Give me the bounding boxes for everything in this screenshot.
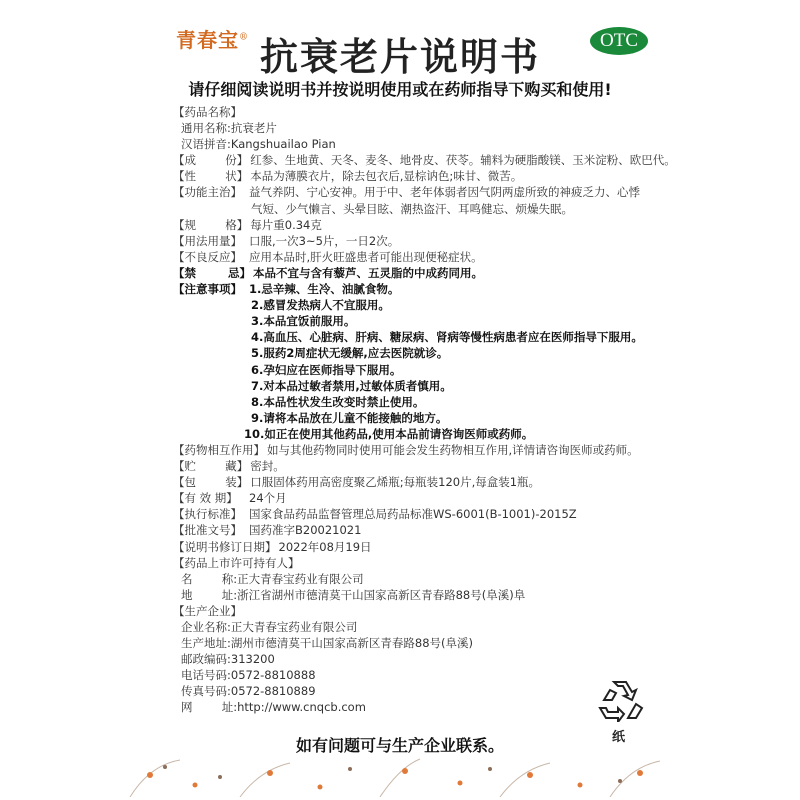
row-label: 【执行标准】 [173, 507, 242, 522]
holder-name: 名 称:正大青春宝药业有限公司 [181, 571, 364, 586]
phone: 电话号码:0572-8810888 [181, 668, 316, 683]
page-title: 抗衰老片说明书 [259, 35, 540, 79]
indications-row [173, 184, 713, 200]
row-value: 本品为薄膜衣片，除去包衣后,显棕讷色;味甘、微苦。 [250, 169, 523, 184]
precaution-item: 3.本品宜饭前服用。 [251, 314, 356, 329]
row-value: 口服固体药用高密度聚乙烯瓶;每瓶装120片,每盒装1瓶。 [250, 475, 541, 490]
storage-row [173, 458, 713, 474]
row-label: 【功能主治】 [173, 185, 242, 200]
appearance-row [173, 168, 713, 184]
otc-badge: OTC [590, 27, 648, 55]
row-label: 【注意事项】 [173, 282, 242, 297]
row-label: 【批准文号】 [173, 523, 242, 538]
row-label: 【有 效 期】 [173, 491, 238, 506]
precaution-item: 8.本品性状发生改变时禁止使用。 [251, 394, 425, 409]
precaution-item: 10.如正在使用其他药品,使用本品前请咨询医师或药师。 [244, 426, 534, 441]
interaction-row [173, 442, 713, 458]
holder-header: 【药品上市许可持有人】 [173, 555, 300, 570]
maker-name: 企业名称:正大青春宝药业有限公司 [181, 620, 358, 634]
precaution-item: 6.孕妇应在医师指导下服用。 [251, 362, 402, 377]
package-row [173, 474, 713, 490]
row-label: 【药物相互作用】 [173, 442, 265, 457]
approval-row [173, 522, 713, 538]
row-value: 2022年08月19日 [278, 539, 372, 554]
row-value: 24个月 [249, 491, 287, 506]
precautions-row [173, 281, 713, 297]
row-label: 【规 格】 [173, 217, 249, 232]
row-value: 红参、生地黄、天冬、麦冬、地骨皮、茯苓。辅料为硬脂酸镁、玉米淀粉、欧巴代。 [250, 153, 676, 168]
holder-address: 地 址:浙江省湖州市德清莫干山国家高新区青春路88号(阜溪)阜 [181, 587, 526, 602]
standard-row [173, 506, 713, 522]
row-label: 【包 装】 [173, 475, 249, 490]
row-value: 应用本品时,肝火旺盛患者可能出现便秘症状。 [249, 249, 483, 264]
fax: 传真号码:0572-8810889 [181, 684, 316, 699]
indications-continued: 气短、少气懒言、头晕目眩、潮热盗汗、耳鸣健忘、烦燥失眠。 [251, 201, 573, 216]
row-value: 益气养阴、宁心安神。用于中、老年体弱者因气阴两虚所致的神疲乏力、心悸 [249, 185, 640, 200]
contact-footer: 如有问题可与生产企业联系。 [295, 736, 504, 755]
ingredients-row [173, 152, 713, 168]
dosage-row [173, 233, 713, 249]
registered-mark: ® [239, 32, 249, 43]
instruction-subtitle: 请仔细阅读说明书并按说明使用或在药师指导下购买和使用! [188, 80, 612, 99]
row-value: 国家食品药品监督管理总局药品标准WS-6001(B-1001)-2015Z [249, 507, 577, 522]
row-value: 口服,一次3~5片，一日2次。 [249, 233, 400, 248]
recycle-icon [596, 678, 644, 722]
pinyin-name: 汉语拼音:Kangshuailao Pian [181, 137, 336, 152]
expiry-row [173, 490, 713, 506]
spec-row [173, 217, 713, 233]
row-label: 【贮 藏】 [173, 459, 249, 474]
row-label: 【成 份】 [173, 153, 249, 168]
section-name-header: 【药品名称】 [173, 105, 242, 119]
row-label: 【不良反应】 [173, 249, 242, 264]
row-value: 本品不宜与含有藜芦、五灵脂的中成药同用。 [253, 265, 484, 280]
precaution-item: 2.感冒发热病人不宜服用。 [251, 298, 390, 313]
floral-decoration [120, 755, 680, 797]
maker-header: 【生产企业】 [173, 603, 242, 618]
paper-recycle-label: 纸 [612, 730, 626, 745]
precaution-item: 9.请将本品放在儿童不能接触的地方。 [251, 410, 448, 425]
row-value: 密封。 [250, 459, 285, 474]
revision-row [173, 539, 713, 555]
row-label: 【说明书修订日期】 [173, 539, 277, 554]
precaution-item: 4.高血压、心脏病、肝病、糖尿病、肾病等慢性病患者应在医师指导下服用。 [251, 330, 643, 345]
row-value: 国药准字B20021021 [249, 523, 362, 538]
postcode: 邮政编码:313200 [181, 652, 275, 667]
leaflet-body [173, 104, 713, 716]
website-link[interactable]: 网 址:http://www.cnqcb.com [181, 700, 366, 715]
precaution-item: 1.忌辛辣、生冷、油腻食物。 [249, 282, 400, 297]
row-label: 【性 状】 [173, 169, 249, 184]
contraindication-row [173, 265, 713, 281]
row-label: 【用法用量】 [173, 233, 242, 248]
precaution-item: 7.对本品过敏者禁用,过敏体质者慎用。 [251, 378, 452, 393]
maker-address: 生产地址:湖州市德清莫干山国家高新区青春路88号(阜溪) [181, 636, 473, 651]
precaution-item: 5.服药2周症状无缓解,应去医院就诊。 [251, 346, 449, 361]
row-value: 每片重0.34克 [250, 217, 322, 232]
row-value: 如与其他药物同时使用可能会发生药物相互作用,详情请咨询医师或药师。 [267, 442, 639, 457]
logo-text: 青春宝 [176, 28, 239, 52]
generic-name: 通用名称:抗衰老片 [181, 121, 277, 136]
row-label: 【禁 忌】 [173, 265, 252, 280]
adverse-row [173, 249, 713, 265]
